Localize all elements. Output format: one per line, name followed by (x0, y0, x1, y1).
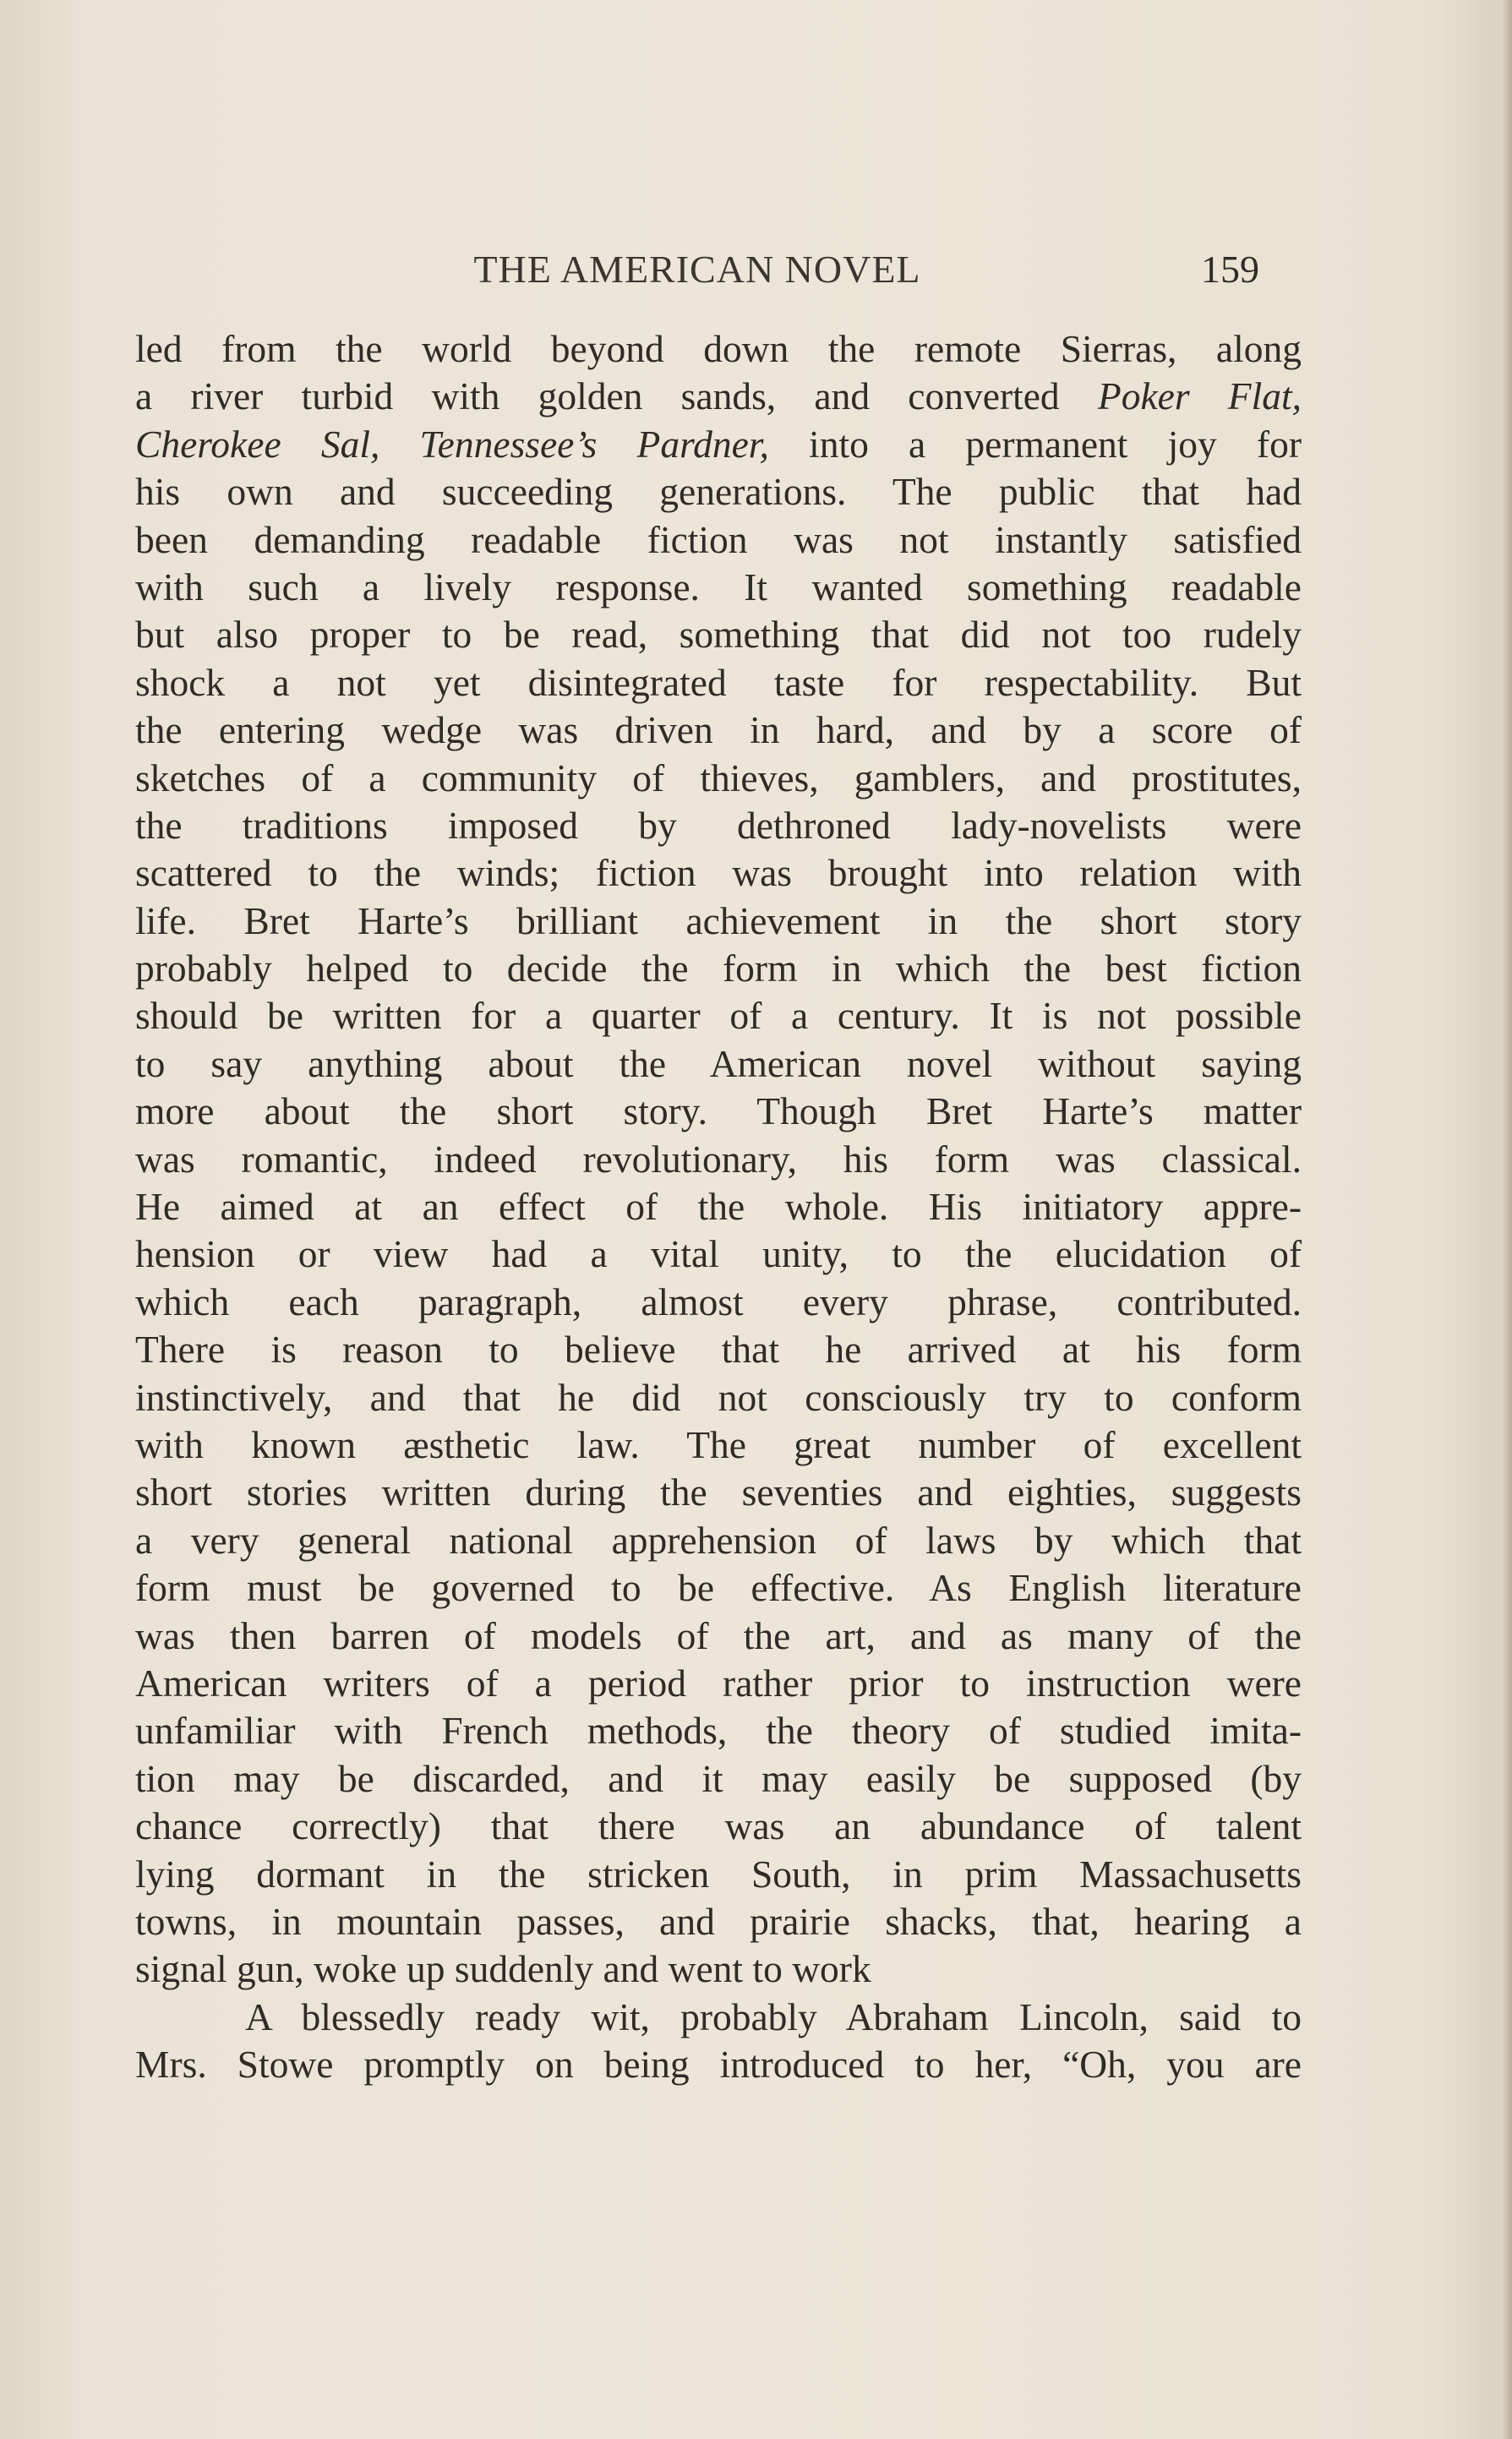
text-line: shock a not yet disintegrated taste for respectability. But (135, 660, 1302, 704)
text-line: to say anything about the American novel without saying (135, 1041, 1302, 1085)
italic-title: Poker Flat, (1097, 374, 1302, 418)
text-line: There is reason to believe that he arrived at his form (135, 1328, 1302, 1372)
text-line: more about the short story. Though Bret Harte’s matter (135, 1089, 1302, 1133)
text-line: short stories written during the seventies and eighties, suggests (135, 1470, 1302, 1514)
italic-title: Tennessee’s Pardner, (419, 422, 769, 466)
text-line: been demanding readable fiction was not instantly satisfied (135, 517, 1302, 561)
page-edge (1500, 0, 1512, 2439)
text-line: form must be governed to be effective. As English literature (135, 1566, 1302, 1610)
text-line: chance correctly) that there was an abundance of talent (135, 1804, 1302, 1848)
text-fragment: into a permanent joy for (809, 422, 1302, 466)
running-title: THE AMERICAN NOVEL (473, 248, 921, 291)
text-line: led from the world beyond down the remote Sierras, along (135, 327, 1302, 370)
text-line: towns, in mountain passes, and prairie shacks, that, hearing a (135, 1899, 1302, 1943)
text-line: a very general national apprehension of laws by which that (135, 1518, 1302, 1562)
text-line: American writers of a period rather prior to instruction were (135, 1661, 1302, 1705)
page-number: 159 (1201, 248, 1259, 291)
text-line (135, 373, 1302, 420)
text-line: with such a lively response. It wanted something readable (135, 565, 1302, 608)
text-line: was romantic, indeed revolutionary, his form was classical. (135, 1137, 1302, 1181)
text-line: probably helped to decide the form in which the best fiction (135, 947, 1302, 990)
text-line: scattered to the winds; fiction was brought into relation with (135, 851, 1302, 895)
text-line: life. Bret Harte’s brilliant achievement in the short story (135, 898, 1302, 942)
text-line: lying dormant in the stricken South, in prim Massachusetts (135, 1852, 1302, 1896)
body-text (135, 325, 1302, 2088)
text-line: was then barren of models of the art, and as many of the (135, 1613, 1302, 1657)
italic-title: Cherokee Sal, (135, 422, 380, 466)
text-line: A blessedly ready wit, probably Abraham Lincoln, said to (245, 1994, 1302, 2038)
text-fragment: a river turbid with golden sands, and converted (135, 374, 1060, 418)
text-line: Mrs. Stowe promptly on being introduced to her, “Oh, you are (135, 2043, 1302, 2087)
text-line: with known æsthetic law. The great number of excellent (135, 1422, 1302, 1466)
paragraph-end-line: signal gun, woke up suddenly and went to work (135, 1947, 871, 1991)
text-line: instinctively, and that he did not consciously try to conform (135, 1375, 1302, 1419)
text-line: the entering wedge was driven in hard, and by a score of (135, 708, 1302, 752)
text-line: hension or view had a vital unity, to the elucidation of (135, 1232, 1302, 1276)
text-line: He aimed at an effect of the whole. His initiatory appre- (135, 1185, 1302, 1229)
text-line: which each paragraph, almost every phrase, contributed. (135, 1280, 1302, 1323)
text-line (135, 421, 1302, 468)
text-line: his own and succeeding generations. The public that had (135, 470, 1302, 514)
text-line: but also proper to be read, something that did not too rudely (135, 613, 1302, 657)
text-line: unfamiliar with French methods, the theory of studied imita- (135, 1709, 1302, 1753)
text-line: sketches of a community of thieves, gamblers, and prostitutes, (135, 756, 1302, 799)
text-line: should be written for a quarter of a century. It is not possible (135, 994, 1302, 1038)
text-line: tion may be discarded, and it may easily be supposed (by (135, 1756, 1302, 1800)
text-line: the traditions imposed by dethroned lady-novelists were (135, 803, 1302, 847)
running-head (135, 247, 1259, 297)
